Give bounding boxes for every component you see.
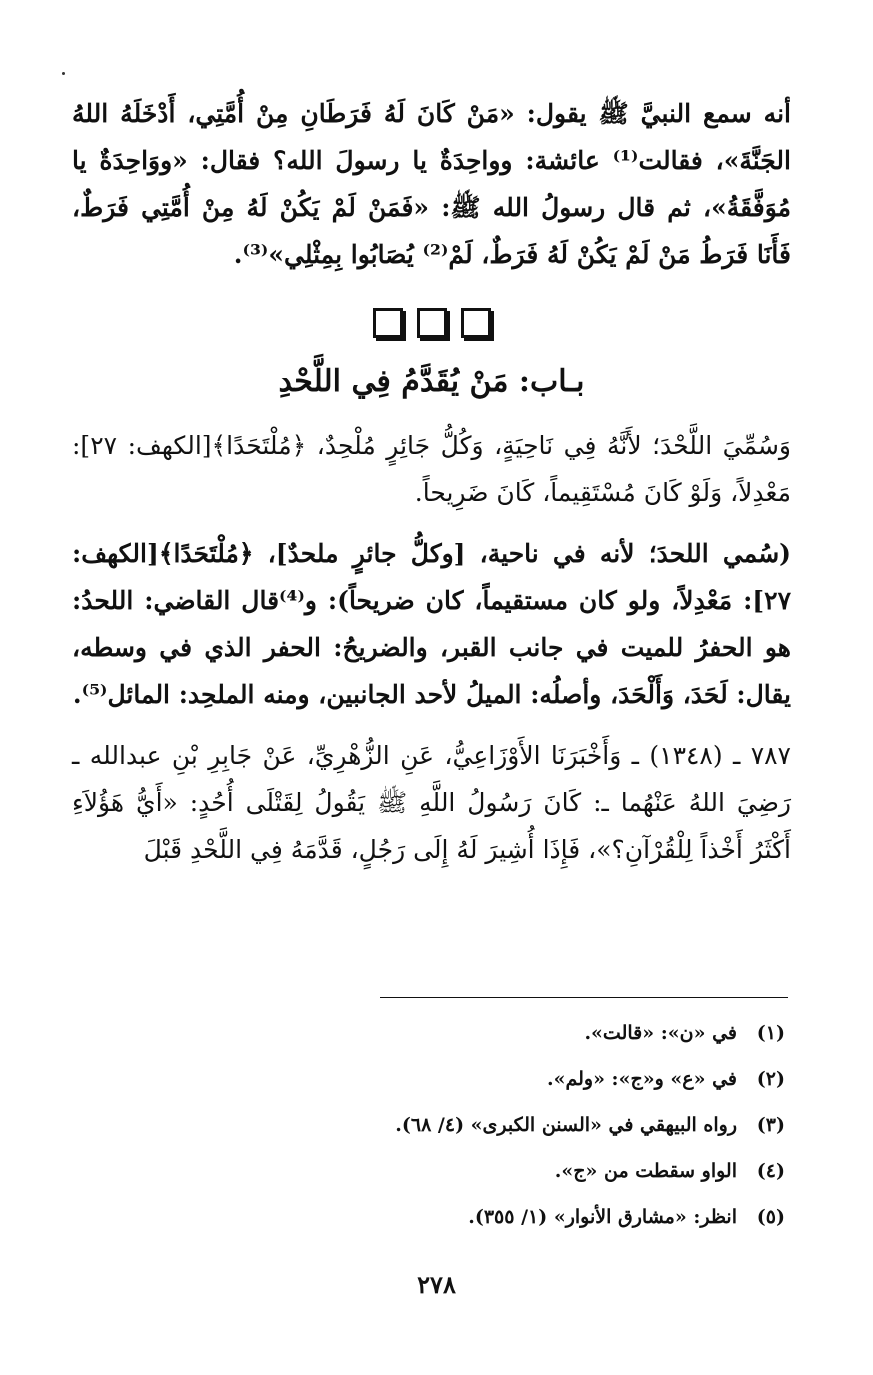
matn-paragraph: وَسُمِّيَ اللَّحْدَ؛ لأَنَّهُ فِي نَاحِيَةٍ، وَكُلُّ جَائِرٍ مُلْحِدٌ، ﴿مُلْتَحَدًا﴾[الكهف: ٢٧]: مَعْدِلاً، وَلَوْ كَانَ مُسْتَقِيماً، كَانَ ضَرِيحاً. <box>72 431 791 507</box>
footnote-number: (٣) <box>756 1114 785 1136</box>
commentary-paragraph: (سُمي اللحدَ؛ لأنه في ناحية، [وكلُّ جائرٍ ملحدٌ]، ﴿مُلْتَحَدًا﴾[الكهف: ٢٧]: مَعْدِلاً، ولو كان مستقيماً، كان ضريحاً): و⁽⁴⁾قال القاضي: اللحدُ: هو الحفرُ للميت في جانب القبر، والضريحُ: الحفر الذي في وسطه، يقال: لَحَدَ، وَأَلْحَدَ، وأصلُه: الميلُ لأحد الجانبين، ومنه الملحِد: المائل⁽⁵⁾. <box>72 539 791 709</box>
hadith-787-paragraph: ٧٨٧ ـ (١٣٤٨) ـ وَأَخْبَرَنَا الأَوْزَاعِيُّ، عَنِ الزُّهْرِيِّ، عَنْ جَابِرِ بْنِ عبدالله ـ رَضِيَ اللهُ عَنْهُما ـ: كَانَ رَسُولُ اللَّهِ ﷺ يَقُولُ لِقَتْلَى أُحُدٍ: «أَيُّ هَؤُلاَءِ أَكْثَرُ أَخْذاً لِلْقُرْآنِ؟»، فَإِذَا أُشِيرَ لَهُ إِلَى رَجُلٍ، قَدَّمَهُ فِي اللَّحْدِ قَبْلَ <box>72 741 791 864</box>
footnote-divider <box>380 997 788 998</box>
footnote-item <box>72 1010 785 1056</box>
footnote-text: في «ع» و«ج»: «ولم». <box>546 1068 737 1090</box>
footnote-item <box>72 1148 785 1194</box>
section-separator <box>72 308 791 338</box>
footnote-text: في «ن»: «قالت». <box>584 1022 737 1044</box>
footnote-item <box>72 1194 785 1240</box>
separator-square-icon <box>417 308 447 338</box>
footnote-number: (٢) <box>756 1068 785 1090</box>
page-body <box>72 90 791 873</box>
chapter-heading: بـاب: مَنْ يُقَدَّمُ فِي اللَّحْدِ <box>278 364 585 399</box>
footnotes <box>72 1010 785 1240</box>
footnote-number: (٥) <box>756 1206 785 1228</box>
footnote-number: (١) <box>756 1022 785 1044</box>
footnote-text: انظر: «مشارق الأنوار» (١/ ٣٥٥). <box>468 1206 737 1228</box>
footnote-text: رواه البيهقي في «السنن الكبرى» (٤/ ٦٨). <box>395 1114 737 1136</box>
scan-speck <box>62 72 65 75</box>
footnote-item <box>72 1056 785 1102</box>
separator-square-icon <box>461 308 491 338</box>
footnote-text: الواو سقطت من «ج». <box>554 1160 737 1182</box>
separator-square-icon <box>373 308 403 338</box>
footnote-number: (٤) <box>756 1160 785 1182</box>
footnote-item <box>72 1102 785 1148</box>
page-number: ٢٧٨ <box>417 1270 456 1299</box>
hadith-ending-paragraph: أنه سمع النبيَّ ﷺ يقول: «مَنْ كَانَ لَهُ فَرَطَانِ مِنْ أُمَّتِي، أَدْخَلَهُ اللهُ الجَنَّةَ»، فقالت⁽¹⁾ عائشة: وواحِدَةٌ يا رسولَ الله؟ فقال: «ووَاحِدَةٌ يا مُوَفَّقَةُ»، ثم قال رسولُ الله ﷺ: «فَمَنْ لَمْ يَكُنْ لَهُ مِنْ أُمَّتِي فَرَطٌ، فَأَنَا فَرَطُ مَنْ لَمْ يَكُنْ لَهُ فَرَطٌ، لَمْ⁽²⁾ يُصَابُوا بِمِثْلِي»⁽³⁾. <box>72 99 791 269</box>
